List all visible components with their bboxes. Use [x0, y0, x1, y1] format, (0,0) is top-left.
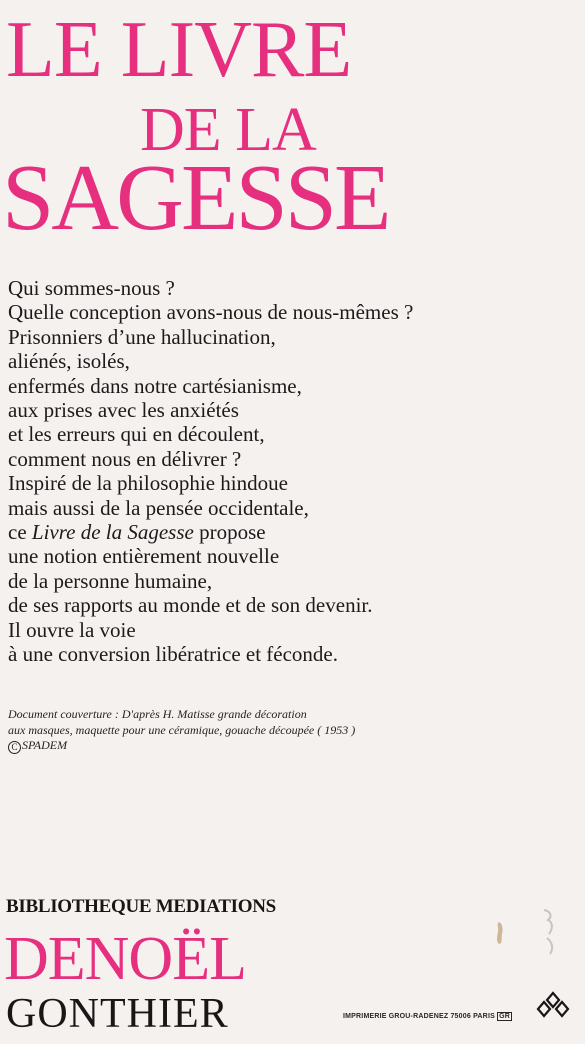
blurb-suffix: propose	[193, 520, 266, 545]
blurb-line: Qui sommes-nous ?	[8, 276, 175, 300]
blurb-line: à une conversion libératrice et féconde.	[8, 642, 339, 667]
blurb-line-with-book-title	[8, 520, 578, 544]
blurb-line: mais aussi de la pensée occidentale,	[8, 495, 309, 520]
blurb-line: Inspiré de la philosophie hindoue	[8, 471, 288, 496]
blurb-text	[8, 276, 578, 667]
collection-name: BIBLIOTHEQUE MEDIATIONS	[6, 896, 276, 917]
blurb-line: comment nous en délivrer ?	[8, 446, 242, 471]
publisher-name-1: DENOËL	[4, 925, 246, 993]
blurb-line: enfermés dans notre cartésianisme,	[8, 373, 302, 398]
blurb-line: Il ouvre la voie	[8, 617, 136, 642]
blurb-line: Prisonniers d’une hallucination,	[8, 324, 276, 349]
publisher-knot-icon	[536, 990, 570, 1020]
title-line-1: LE LIVRE	[6, 6, 352, 94]
publisher-name-2: GONTHIER	[6, 991, 229, 1037]
title-line-3: SAGESSE	[2, 146, 389, 250]
printer-text: IMPRIMERIE GROU-RADENEZ 75006 PARIS	[343, 1013, 495, 1020]
book-title-italic: Livre de la Sagesse	[31, 520, 194, 545]
copyright-line	[8, 738, 578, 754]
copyright-icon: C	[8, 741, 21, 754]
paper-stain	[494, 920, 508, 946]
blurb-line: Quelle conception avons-nous de nous-mêmes ?	[8, 300, 414, 325]
paper-stain	[540, 908, 560, 956]
rights-holder: SPADEM	[22, 738, 68, 752]
cover-credit	[8, 707, 578, 754]
blurb-line: de ses rapports au monde et de son devenir.	[8, 593, 373, 618]
printer-imprint	[343, 1013, 512, 1020]
blurb-prefix: ce	[8, 520, 32, 545]
credit-line-2: aux masques, maquette pour une céramique, gouache découpée ( 1953 )	[8, 722, 356, 737]
blurb-line: et les erreurs qui en découlent,	[8, 422, 265, 447]
blurb-line: aux prises avec les anxiétés	[8, 398, 239, 423]
printer-mark: GR	[499, 1013, 511, 1020]
title-line-2: DE LA	[140, 96, 316, 164]
credit-line-1: Document couverture : D'après H. Matisse grande décoration	[8, 707, 307, 721]
blurb-line: aliénés, isolés,	[8, 349, 130, 374]
blurb-line: de la personne humaine,	[8, 568, 213, 593]
blurb-line: une notion entièrement nouvelle	[8, 544, 280, 569]
